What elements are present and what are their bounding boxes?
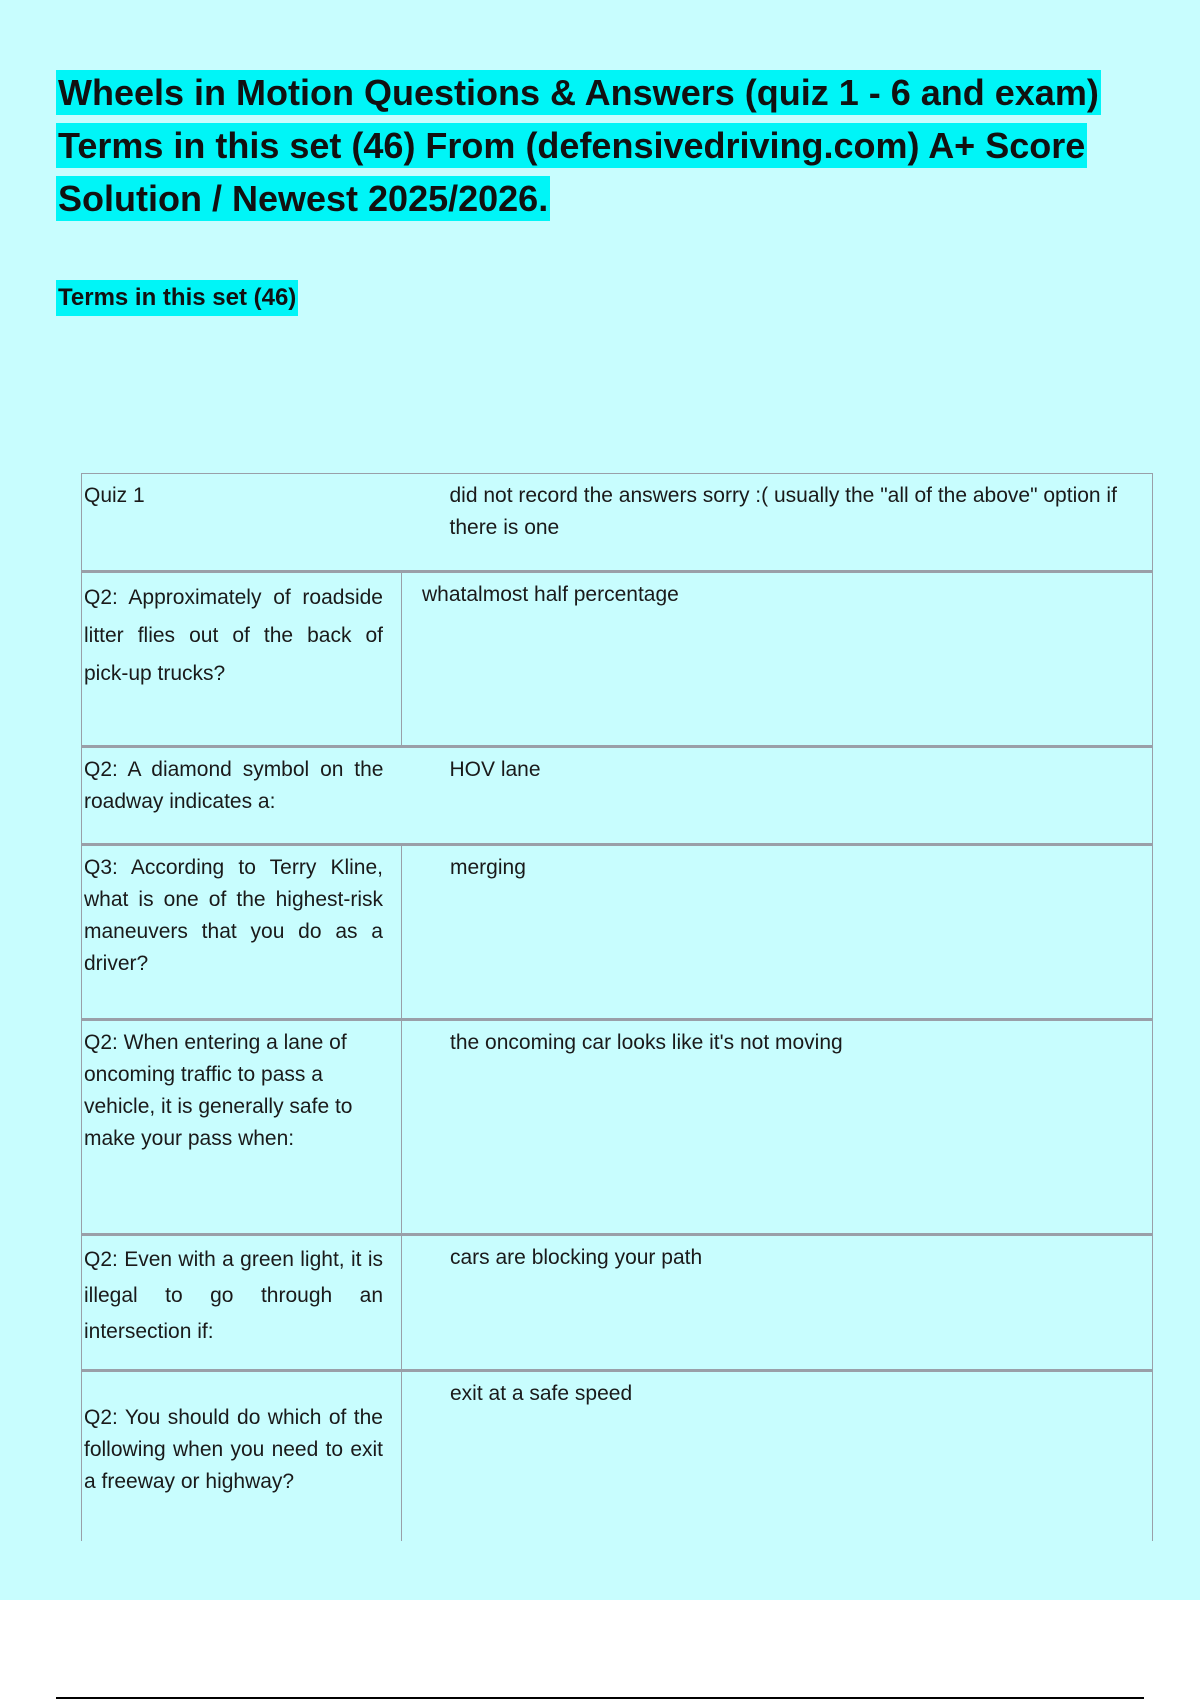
answer-cell: exit at a safe speed [402,1371,1153,1541]
table-row [82,1371,1153,1541]
table-row [82,474,1153,572]
table-row [82,845,1153,1020]
table-row [82,1235,1153,1371]
answer-cell: cars are blocking your path [402,1235,1153,1371]
title-line-2: Terms in this set (46) From (defensivedriving.com) A+ Score [58,125,1086,166]
answer-cell: the oncoming car looks like it's not moving [402,1020,1153,1235]
table-row [82,572,1153,747]
qa-table [81,473,1153,1541]
question-cell: Q2: Even with a green light, it is illegal to go through an intersection if: [82,1235,402,1371]
answer-cell: merging [402,845,1153,1020]
title-line-1: Wheels in Motion Questions & Answers (quiz 1 - 6 and exam) [58,72,1099,113]
answer-cell: HOV lane [402,747,1153,845]
question-cell: Quiz 1 [82,474,402,572]
table-row [82,1020,1153,1235]
footer-rule [56,1697,1144,1699]
question-cell: Q2: A diamond symbol on the roadway indicates a: [82,747,402,845]
question-cell: Q3: According to Terry Kline, what is one of the highest-risk maneuvers that you do as a driver? [82,845,402,1020]
table-row [82,747,1153,845]
terms-count-heading: Terms in this set (46) [56,280,298,316]
question-cell: Q2: When entering a lane of oncoming traffic to pass a vehicle, it is generally safe to make your pass when: [82,1020,402,1235]
question-cell: Q2: You should do which of the following when you need to exit a freeway or highway? [82,1371,402,1541]
answer-cell: did not record the answers sorry :( usually the "all of the above" option if there is one [402,474,1153,572]
document-title [56,66,1156,225]
title-line-3: Solution / Newest 2025/2026. [58,178,549,219]
question-cell: Q2: Approximately of roadside litter flies out of the back of pick-up trucks? [82,572,402,747]
answer-cell: whatalmost half percentage [402,572,1153,747]
